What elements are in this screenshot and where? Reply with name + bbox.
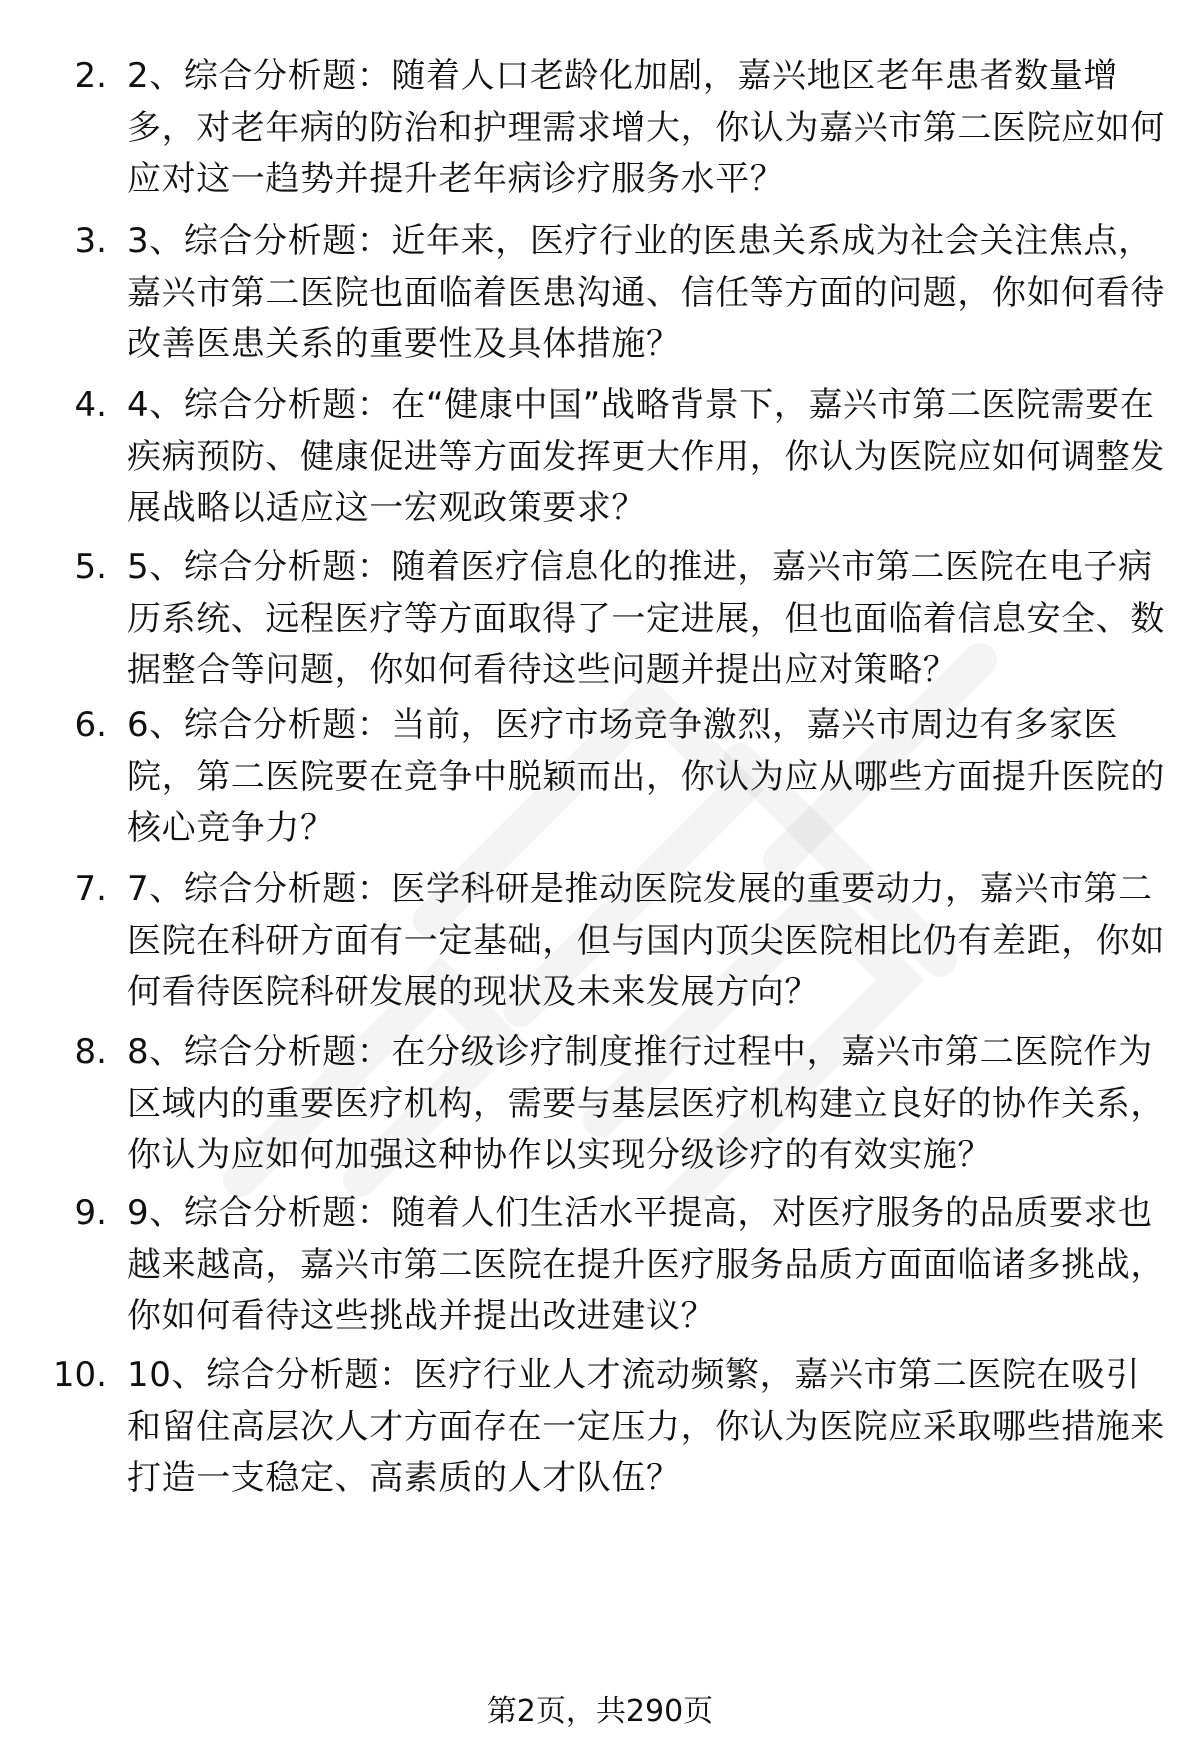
question-text: 10、综合分析题：医疗行业人才流动频繁，嘉兴市第二医院在吸引和留住高层次人才方面存在一定压力，你认为医院应采取哪些措施来打造一支稳定、高素质的人才队伍？ bbox=[127, 1355, 1165, 1498]
question-text: 7、综合分析题：医学科研是推动医院发展的重要动力，嘉兴市第二医院在科研方面有一定基础，但与国内顶尖医院相比仍有差距，你如何看待医院科研发展的现状及未来发展方向？ bbox=[127, 869, 1165, 1012]
question-text: 6、综合分析题：当前，医疗市场竞争激烈，嘉兴市周边有多家医院，第二医院要在竞争中脱颖而出，你认为应从哪些方面提升医院的核心竞争力？ bbox=[127, 705, 1165, 848]
question-number: 6. bbox=[74, 705, 107, 745]
question-number: 2. bbox=[74, 56, 107, 96]
question-number: 3. bbox=[74, 221, 107, 261]
question-text: 2、综合分析题：随着人口老龄化加剧，嘉兴地区老年患者数量增多，对老年病的防治和护理需求增大，你认为嘉兴市第二医院应如何应对这一趋势并提升老年病诊疗服务水平？ bbox=[127, 56, 1165, 199]
question-number: 9. bbox=[74, 1193, 107, 1233]
page-footer: 第2页，共290页 bbox=[486, 1694, 714, 1729]
question-text: 9、综合分析题：随着人们生活水平提高，对医疗服务的品质要求也越来越高，嘉兴市第二医院在提升医疗服务品质方面面临诸多挑战，你如何看待这些挑战并提出改进建议？ bbox=[127, 1193, 1165, 1336]
question-text: 4、综合分析题：在“健康中国”战略背景下，嘉兴市第二医院需要在疾病预防、健康促进等方面发挥更大作用，你认为医院应如何调整发展战略以适应这一宏观政策要求？ bbox=[127, 385, 1165, 528]
question-text: 8、综合分析题：在分级诊疗制度推行过程中，嘉兴市第二医院作为区域内的重要医疗机构，需要与基层医疗机构建立良好的协作关系，你认为应如何加强这种协作以实现分级诊疗的有效实施？ bbox=[127, 1032, 1165, 1175]
question-text: 3、综合分析题：近年来，医疗行业的医患关系成为社会关注焦点，嘉兴市第二医院也面临着医患沟通、信任等方面的问题，你如何看待改善医患关系的重要性及具体措施？ bbox=[127, 221, 1165, 364]
question-text: 5、综合分析题：随着医疗信息化的推进，嘉兴市第二医院在电子病历系统、远程医疗等方面取得了一定进展，但也面临着信息安全、数据整合等问题，你如何看待这些问题并提出应对策略？ bbox=[127, 547, 1165, 690]
question-number: 4. bbox=[74, 385, 107, 425]
question-number: 8. bbox=[74, 1032, 107, 1072]
question-number: 7. bbox=[74, 869, 107, 909]
question-number: 10. bbox=[52, 1355, 107, 1395]
question-number: 5. bbox=[74, 547, 107, 587]
